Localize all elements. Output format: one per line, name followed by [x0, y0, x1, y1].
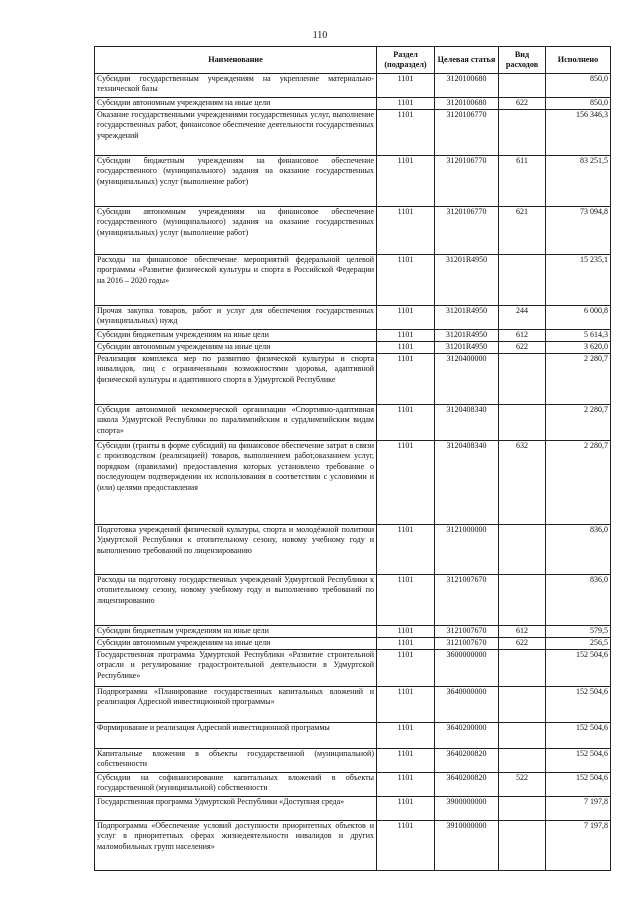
cell-section: 1101	[377, 405, 435, 441]
cell-section: 1101	[377, 441, 435, 525]
cell-section: 1101	[377, 575, 435, 626]
cell-executed: 7 197,8	[546, 821, 611, 871]
table-row	[95, 821, 611, 871]
cell-target: 3120100680	[435, 98, 499, 110]
cell-name: Подготовка учреждений физической культуры, спорта и молодёжной политики Удмуртской Республики к отопительному сезону, новому учебному году и выполнению требований по лицензированию	[95, 525, 377, 575]
cell-target: 3640200820	[435, 773, 499, 797]
cell-target: 31201R4950	[435, 255, 499, 306]
header-section: Раздел (подраздел)	[377, 47, 435, 74]
cell-kind	[499, 354, 546, 405]
cell-target: 3640000000	[435, 687, 499, 723]
cell-section: 1101	[377, 773, 435, 797]
cell-section: 1101	[377, 342, 435, 354]
cell-name: Государственная программа Удмуртской Республики «Развитие строительной отрасли и регулирование градостроительной деятельности в Удмуртской Республике»	[95, 650, 377, 687]
table-row	[95, 525, 611, 575]
cell-section: 1101	[377, 354, 435, 405]
table-row	[95, 255, 611, 306]
cell-executed: 3 620,0	[546, 342, 611, 354]
cell-kind	[499, 723, 546, 749]
cell-executed: 5 614,3	[546, 330, 611, 342]
cell-target: 31201R4950	[435, 330, 499, 342]
cell-name: Подпрограмма «Обеспечение условий доступности приоритетных объектов и услуг в приоритетных сферах жизнедеятельности инвалидов и других маломобильных групп населения»	[95, 821, 377, 871]
table-row	[95, 626, 611, 638]
cell-executed: 152 504,6	[546, 749, 611, 773]
header-executed: Исполнено	[546, 47, 611, 74]
cell-executed: 579,5	[546, 626, 611, 638]
cell-kind	[499, 405, 546, 441]
header-name: Наименование	[95, 47, 377, 74]
cell-target: 31201R4950	[435, 342, 499, 354]
cell-kind: 522	[499, 773, 546, 797]
cell-executed: 152 504,6	[546, 650, 611, 687]
cell-kind: 622	[499, 638, 546, 650]
cell-section: 1101	[377, 110, 435, 156]
cell-section: 1101	[377, 821, 435, 871]
cell-kind: 632	[499, 441, 546, 525]
cell-kind: 622	[499, 98, 546, 110]
cell-target: 3600000000	[435, 650, 499, 687]
cell-name: Субсидии автономным учреждениям на иные цели	[95, 638, 377, 650]
cell-executed: 152 504,6	[546, 723, 611, 749]
cell-executed: 836,0	[546, 575, 611, 626]
cell-kind	[499, 687, 546, 723]
cell-name: Субсидии бюджетным учреждениям на иные цели	[95, 626, 377, 638]
table-row	[95, 207, 611, 255]
cell-name: Субсидии (гранты в форме субсидий) на финансовое обеспечение затрат в связи с производством (реализацией) товаров, выполнением работ,оказанием услуг, порядком (правилами) предоставления которых установлено требование о последующем подтверждении их использования в соответствии с условиями и (или) целями предоставления	[95, 441, 377, 525]
table-row	[95, 797, 611, 821]
cell-target: 3120106770	[435, 110, 499, 156]
table-row	[95, 687, 611, 723]
cell-kind	[499, 821, 546, 871]
cell-target: 3121000000	[435, 525, 499, 575]
cell-target: 31201R4950	[435, 306, 499, 330]
table-row	[95, 354, 611, 405]
cell-executed: 152 504,6	[546, 687, 611, 723]
cell-executed: 15 235,1	[546, 255, 611, 306]
cell-target: 3640200820	[435, 749, 499, 773]
table-row	[95, 575, 611, 626]
cell-section: 1101	[377, 156, 435, 207]
cell-target: 3900000000	[435, 797, 499, 821]
table-row	[95, 749, 611, 773]
cell-kind: 612	[499, 330, 546, 342]
cell-executed: 836,0	[546, 525, 611, 575]
cell-kind	[499, 650, 546, 687]
cell-section: 1101	[377, 638, 435, 650]
cell-target: 3910000000	[435, 821, 499, 871]
cell-kind	[499, 749, 546, 773]
cell-section: 1101	[377, 306, 435, 330]
table-row	[95, 441, 611, 525]
cell-name: Подпрограмма «Планирование государственных капитальных вложений и реализация Адресной инвестиционной программы»	[95, 687, 377, 723]
cell-executed: 850,0	[546, 74, 611, 98]
cell-name: Субсидии на софинансирование капитальных вложений в объекты государственной (муниципальной) собственности	[95, 773, 377, 797]
cell-target: 3120106770	[435, 156, 499, 207]
cell-target: 3120106770	[435, 207, 499, 255]
cell-kind	[499, 575, 546, 626]
cell-section: 1101	[377, 255, 435, 306]
cell-name: Реализация комплекса мер по развитию физической культуры и спорта инвалидов, лиц с ограниченными возможностями здоровья, адаптивной физической культуры и адаптивного спорта в Удмуртской Республике	[95, 354, 377, 405]
cell-section: 1101	[377, 525, 435, 575]
cell-section: 1101	[377, 687, 435, 723]
cell-target: 3120408340	[435, 405, 499, 441]
table-row	[95, 156, 611, 207]
cell-section: 1101	[377, 74, 435, 98]
table-row	[95, 650, 611, 687]
cell-kind: 622	[499, 342, 546, 354]
cell-executed: 73 094,8	[546, 207, 611, 255]
cell-kind: 612	[499, 626, 546, 638]
expenditure-table	[94, 46, 611, 871]
cell-name: Капитальные вложения в объекты государственной (муниципальной) собственности	[95, 749, 377, 773]
cell-executed: 83 251,5	[546, 156, 611, 207]
table-row	[95, 98, 611, 110]
cell-section: 1101	[377, 723, 435, 749]
cell-name: Субсидии автономным учреждениям на иные цели	[95, 98, 377, 110]
header-kind: Вид расходов	[499, 47, 546, 74]
cell-executed: 6 000,8	[546, 306, 611, 330]
cell-executed: 850,0	[546, 98, 611, 110]
cell-target: 3121007670	[435, 638, 499, 650]
cell-target: 3120100680	[435, 74, 499, 98]
cell-kind	[499, 525, 546, 575]
cell-name: Государственная программа Удмуртской Республики «Доступная среда»	[95, 797, 377, 821]
table-row	[95, 330, 611, 342]
cell-name: Субсидии автономным учреждениям на финансовое обеспечение государственного (муниципального) задания на оказание государственных (муниципальных) услуг (выполнение работ)	[95, 207, 377, 255]
cell-section: 1101	[377, 207, 435, 255]
cell-section: 1101	[377, 330, 435, 342]
table-row	[95, 306, 611, 330]
table-row	[95, 110, 611, 156]
cell-name: Субсидии бюджетным учреждениям на иные цели	[95, 330, 377, 342]
cell-name: Субсидия автономной некоммерческой организации «Спортивно-адаптивная школа Удмуртской Республики по паралимпийским и сурдлимпийским видам спорта»	[95, 405, 377, 441]
cell-section: 1101	[377, 797, 435, 821]
cell-executed: 256,5	[546, 638, 611, 650]
cell-section: 1101	[377, 626, 435, 638]
cell-target: 3120408340	[435, 441, 499, 525]
cell-target: 3121007670	[435, 626, 499, 638]
cell-name: Субсидии бюджетным учреждениям на финансовое обеспечение государственного (муниципального) задания на оказание государственных (муниципальных) услуг (выполнение работ)	[95, 156, 377, 207]
table-row	[95, 773, 611, 797]
cell-executed: 2 280,7	[546, 441, 611, 525]
cell-name: Расходы на подготовку государственных учреждений Удмуртской Республики к отопительному сезону, новому учебному году и выполнению требований по лицензированию	[95, 575, 377, 626]
cell-target: 3120400000	[435, 354, 499, 405]
cell-target: 3121007670	[435, 575, 499, 626]
cell-executed: 156 346,3	[546, 110, 611, 156]
cell-name: Оказание государственными учреждениями государственных услуг, выполнение государственных работ, финансовое обеспечение деятельности государственных учреждений	[95, 110, 377, 156]
table-header-row	[95, 47, 611, 74]
cell-section: 1101	[377, 749, 435, 773]
table-row	[95, 342, 611, 354]
cell-executed: 7 197,8	[546, 797, 611, 821]
cell-section: 1101	[377, 650, 435, 687]
cell-kind	[499, 797, 546, 821]
table-row	[95, 74, 611, 98]
cell-executed: 152 504,6	[546, 773, 611, 797]
table-row	[95, 638, 611, 650]
table-row	[95, 723, 611, 749]
header-target: Целевая статья	[435, 47, 499, 74]
cell-name: Расходы на финансовое обеспечение мероприятий федеральной целевой программы «Развитие физической культуры и спорта в Российской Федерации на 2016 – 2020 годы»	[95, 255, 377, 306]
cell-kind: 244	[499, 306, 546, 330]
cell-kind: 621	[499, 207, 546, 255]
cell-kind: 611	[499, 156, 546, 207]
cell-executed: 2 280,7	[546, 354, 611, 405]
table-row	[95, 405, 611, 441]
cell-executed: 2 280,7	[546, 405, 611, 441]
page-number: 110	[312, 30, 328, 41]
cell-name: Прочая закупка товаров, работ и услуг для обеспечения государственных (муниципальных) нужд	[95, 306, 377, 330]
cell-kind	[499, 255, 546, 306]
cell-name: Субсидии автономным учреждениям на иные цели	[95, 342, 377, 354]
cell-name: Формирование и реализация Адресной инвестиционной программы	[95, 723, 377, 749]
cell-section: 1101	[377, 98, 435, 110]
cell-name: Субсидии государственным учреждениям на укрепление материально-технической базы	[95, 74, 377, 98]
cell-target: 3640200000	[435, 723, 499, 749]
cell-kind	[499, 110, 546, 156]
cell-kind	[499, 74, 546, 98]
